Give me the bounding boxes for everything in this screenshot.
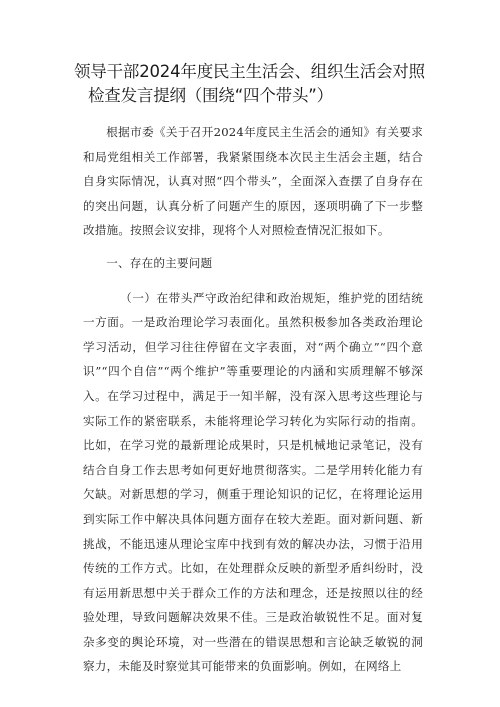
title-line-1: 领导干部2024年度民主生活会、组织生活会对照 [74,62,425,81]
section-heading: 一、存在的主要问题 [106,255,213,270]
section-paragraph: （一）在带头严守政治纪律和政治规矩，维护党的团结统一方面。一是政治理论学习表面化。虽然积极参加各类政治理论学习活动，但学习往往停留在文字表面，对“两个确立”“四个意识”“四个自信”“两个维护”等重要理论的内涵和实质理解不够深入。在学习过程中，满足于一知半解，没有深入思考这些理论与实际工作的紧密联系，未能将理论学习转化为实际行动的指南。比如，在学习党的最新理论成果时，只是机械地记录笔记，没有结合自身工作去思考如何更好地贯彻落实。二是学用转化能力有欠缺。对新思想的学习，侧重于理论知识的记忆，在将理论运用到实际工作中解决具体问题方面存在较大差距。面对新问题、新挑战，不能迅速从理论宝库中找到有效的解决办法，习惯于沿用传统的工作方式。比如，在处理群众反映的新型矛盾纠纷时，没有运用新思想中关于群众工作的方法和理念，还是按照以往的经验处理，导致问题解决效果不佳。三是政治敏锐性不足。面对复杂多变的舆论环境，对一些潜在的错误思想和言论缺乏敏锐的洞察力，未能及时察觉其可能带来的负面影响。例如，在网络上 [83,290,423,674]
document-title [74,60,444,108]
intro-paragraph: 根据市委《关于召开2024年度民主生活会的通知》有关要求和局党组相关工作部署，我紧紧围绕本次民主生活会主题，结合自身实际情况，认真对照“四个带头”，全面深入查摆了自身存在的突出问题，认真分析了问题产生的原因，逐项明确了下一步整改措施。按照会议安排，现将个人对照检查情况汇报如下。 [83,125,423,238]
document-body [83,120,423,679]
title-line-2: 检查发言提纲（围绕“四个带头”） [88,86,333,105]
